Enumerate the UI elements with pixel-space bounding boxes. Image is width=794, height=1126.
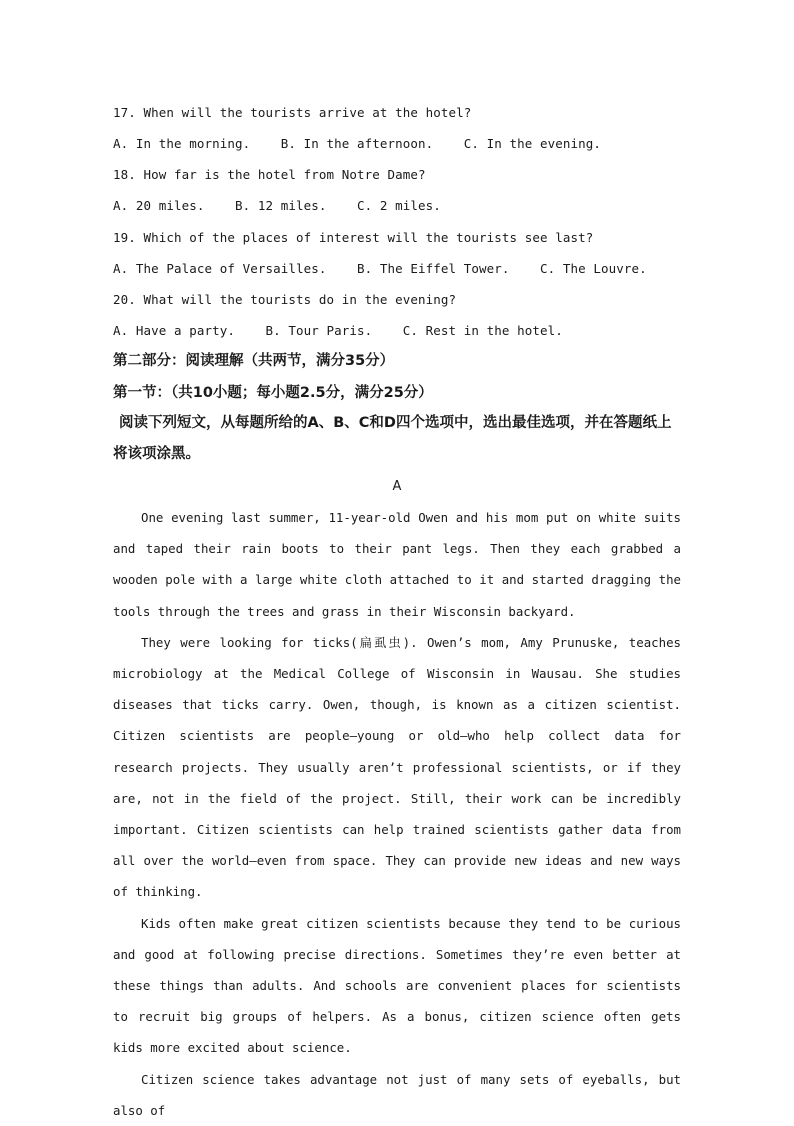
question-17: 17. When will the tourists arrive at the hotel? [113,105,472,120]
subsection-heading: 第一节：（共10小题；每小题2.5分，满分25分） [113,385,433,401]
question-19: 19. Which of the places of interest will the tourists see last? [113,230,594,245]
passage-paragraph: Kids often make great citizen scientists because they tend to be curious and good at following precise directions. Sometimes they’re even better at these things than adults. And schools are convenient places for scientists to recruit big groups of helpers. As a bonus, citizen science often gets kids more excited about science. [113,915,681,1056]
passage-paragraph: One evening last summer, 11-year-old Owen and his mom put on white suits and taped their rain boots to their pant legs. Then they each grabbed a wooden pole with a large white cloth attached to it and started dragging the tools through the trees and grass in their Wisconsin backyard. [113,510,681,619]
question-18: 18. How far is the hotel from Notre Dame? [113,167,426,182]
passage-title: A [392,479,402,494]
question-17-options: A. In the morning. B. In the afternoon. C. In the evening. [113,136,602,151]
question-18-options: A. 20 miles. B. 12 miles. C. 2 miles. [113,198,441,213]
instruction-text: 阅读下列短文，从每题所给的A、B、C和D四个选项中，选出最佳选项，并在答题纸上将该项涂黑。 [113,415,672,462]
question-20-options: A. Have a party. B. Tour Paris. C. Rest in the hotel. [113,323,563,338]
passage-body [113,502,681,1126]
question-20: 20. What will the tourists do in the evening? [113,292,457,307]
part-heading: 第二部分：阅读理解（共两节，满分35分） [113,353,395,369]
question-19-options: A. The Palace of Versailles. B. The Eiffel Tower. C. The Louvre. [113,261,647,276]
passage-paragraph: They were looking for ticks(扁虱虫). Owen’s mom, Amy Prunuske, teaches microbiology at the Medical College of Wisconsin in Wausau. She studies diseases that ticks carry. Owen, though, is known as a citizen scientist. Citizen scientists are people—young or old—who help collect data for research projects. They usually aren’t professional scientists, or if they are, not in the field of the project. Still, their work can be incredibly important. Citizen scientists can help trained scientists gather data from all over the world—even from space. They can provide new ideas and new ways of thinking. [113,634,681,900]
passage-paragraph: Citizen science takes advantage not just of many sets of eyeballs, but also of [113,1071,681,1118]
